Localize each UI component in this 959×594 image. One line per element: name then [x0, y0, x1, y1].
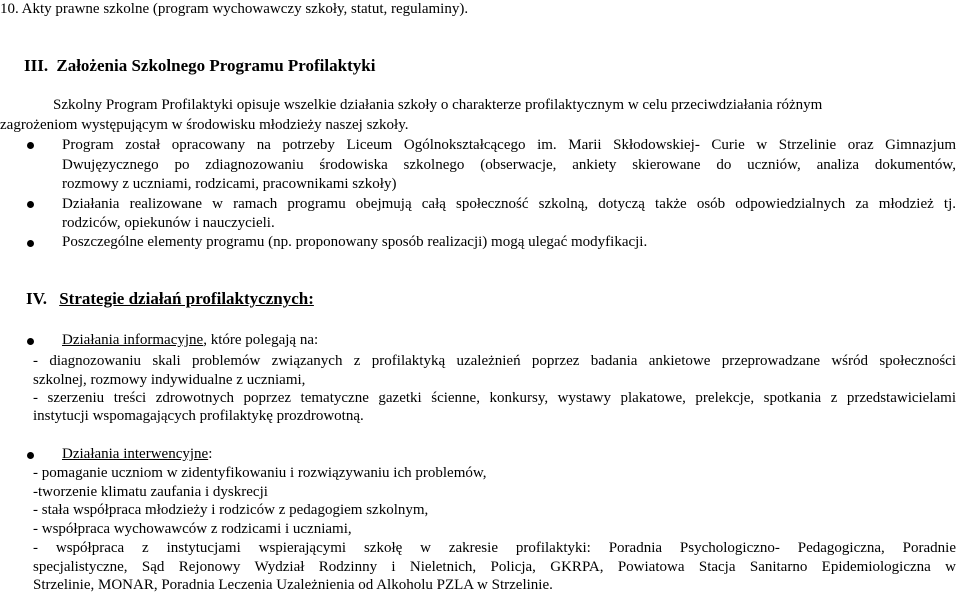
info-line-2: szkolnej, rozmowy indywidualne z uczniami, [33, 372, 306, 388]
info-label: Działania informacyjne [62, 332, 204, 348]
interv-line-3: - stała współpraca młodzieży i rodziców z pedagogiem szkolnym, [33, 502, 429, 518]
info-heading [62, 331, 318, 349]
section-4-title: Strategie działań profilaktycznych: [59, 289, 314, 308]
section-3-heading [24, 56, 375, 76]
section-4-numeral: IV. [26, 289, 47, 308]
bullet2-line-1: Działania realizowane w ramach programu obejmują całą społeczność szkolną, dotyczą także osób odpowiedzialnych za młodzież tj. [62, 196, 956, 212]
intro-line-2: zagrożeniom występującym w środowisku młodzieży naszej szkoły. [0, 117, 409, 133]
bullet-icon [27, 142, 34, 149]
info-line-4: instytucji wspomagających profilaktykę prozdrowotną. [33, 408, 364, 424]
section-3-title: Założenia Szkolnego Programu Profilaktyki [56, 56, 376, 75]
bullet3-text: Poszczególne elementy programu (np. proponowany sposób realizacji) mogą ulegać modyfikacji. [62, 234, 648, 250]
interv-line-4: - współpraca wychowawców z rodzicami i uczniami, [33, 521, 352, 537]
info-line-3: - szerzeniu treści zdrowotnych poprzez tematyczne gazetki ścienne, konkursy, wystawy plakatowe, prelekcje, spotkania z przedstawicielami [33, 390, 956, 406]
interv-line-5: - współpraca z instytucjami wspierającymi szkołę w zakresie profilaktyki: Poradnia Psychologiczno- Pedagogiczna, Poradnie [33, 540, 956, 556]
bullet2-line-2: rodziców, opiekunów i nauczycieli. [62, 215, 275, 231]
intro-line-1: Szkolny Program Profilaktyki opisuje wszelkie działania szkoły o charakterze profilaktycznym w celu przeciwdziałania różnym [53, 97, 823, 113]
bullet-icon [27, 201, 34, 208]
interv-heading [62, 445, 212, 463]
section-3-numeral: III. [24, 56, 49, 75]
bullet1-line-2: Dwujęzycznego po zdiagnozowaniu środowiska szkolnego (obserwacje, ankiety skierowane do uczniów, analiza dokumentów, [62, 157, 956, 173]
interv-line-2: -tworzenie klimatu zaufania i dyskrecji [33, 484, 268, 500]
bullet1-line-3: rozmowy z uczniami, rodzicami, pracownikami szkoły) [62, 176, 397, 192]
section-4-heading [26, 289, 314, 309]
interv-suffix: : [208, 446, 213, 462]
info-suffix: , które polegają na: [203, 332, 319, 348]
interv-line-6: specjalistyczne, Sąd Rejonowy Wydział Rodzinny i Nieletnich, Policja, GKRPA, Powiatowa Stacja Sanitarno Epidemiologiczna w [33, 559, 956, 575]
interv-label: Działania interwencyjne [62, 446, 209, 462]
bullet-icon [27, 452, 34, 459]
interv-line-7: Strzelinie, MONAR, Poradnia Leczenia Uzależnienia od Alkoholu PZLA w Strzelinie. [33, 577, 553, 593]
info-line-1: - diagnozowaniu skali problemów związanych z profilaktyką uzależnień poprzez badania ankietowe przeprowadzane wśród społeczności [33, 353, 956, 369]
item-10: 10. Akty prawne szkolne (program wychowawczy szkoły, statut, regulaminy). [0, 1, 469, 17]
bullet-icon [27, 338, 34, 345]
bullet1-line-1: Program został opracowany na potrzeby Liceum Ogólnokształcącego im. Marii Skłodowskiej- Curie w Strzelinie oraz Gimnazjum [62, 137, 956, 153]
bullet-icon [27, 240, 34, 247]
interv-line-1: - pomaganie uczniom w zidentyfikowaniu i rozwiązywaniu ich problemów, [33, 465, 487, 481]
